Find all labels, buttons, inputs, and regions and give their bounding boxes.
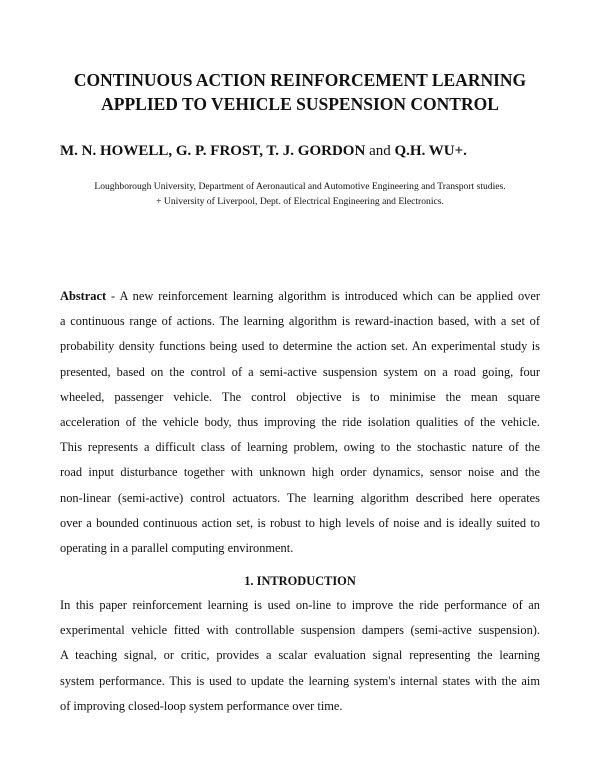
paragraph-line: non-linear (semi-active) control actuators. The learning algorithm described here operates	[60, 490, 540, 505]
paragraph-line: probability density functions being used to determine the action set. An experimental study is	[60, 339, 540, 354]
paragraph-line: operating in a parallel computing environment.	[60, 541, 294, 555]
abstract-line-text: - A new reinforcement learning algorithm is introduced which can be applied over	[106, 289, 540, 303]
author-names: M. N. HOWELL, G. P. FROST, T. J. GORDON	[60, 143, 366, 159]
authors	[60, 143, 467, 160]
title-line-1: CONTINUOUS ACTION REINFORCEMENT LEARNING	[73, 70, 527, 90]
affiliation-1: Loughborough University, Department of Aeronautical and Automotive Engineering and Transport studies.	[94, 181, 506, 192]
paragraph-line: of improving closed-loop system performance over time.	[60, 698, 343, 713]
author-last: Q.H. WU+.	[394, 143, 467, 159]
affiliation-2: + University of Liverpool, Dept. of Electrical Engineering and Electronics.	[156, 196, 444, 207]
paragraph-line: presented, based on the control of a semi-active suspension system on a road going, four	[60, 364, 540, 379]
paragraph-line: A teaching signal, or critic, provides a scalar evaluation signal representing the learning	[60, 648, 540, 663]
paragraph-line: system performance. This is used to update the learning system's internal states with the aim	[60, 673, 540, 688]
title-line-2: APPLIED TO VEHICLE SUSPENSION CONTROL	[101, 94, 499, 114]
paragraph-line: In this paper reinforcement learning is used on-line to improve the ride performance of an	[60, 598, 540, 612]
paragraph-line: acceleration of the vehicle body, thus improving the ride isolation qualities of the vehicle.	[60, 415, 540, 429]
author-and: and	[369, 143, 391, 159]
paragraph-line: This represents a difficult class of learning problem, owing to the stochastic nature of the	[60, 440, 540, 455]
paragraph-line: wheeled, passenger vehicle. The control objective is to minimise the mean square	[60, 389, 540, 404]
paragraph-line: a continuous range of actions. The learning algorithm is reward-inaction based, with a set of	[60, 314, 540, 329]
section-heading-introduction: 1. INTRODUCTION	[244, 574, 356, 588]
paragraph-line: experimental vehicle fitted with controllable suspension dampers (semi-active suspension).	[60, 623, 540, 638]
abstract-label: Abstract	[60, 289, 107, 303]
paragraph-line: road input disturbance together with unknown high order dynamics, sensor noise and the	[60, 465, 540, 480]
paragraph-line	[60, 289, 540, 304]
paragraph-line: over a bounded continuous action set, is robust to high levels of noise and is ideally suited to	[60, 515, 540, 530]
